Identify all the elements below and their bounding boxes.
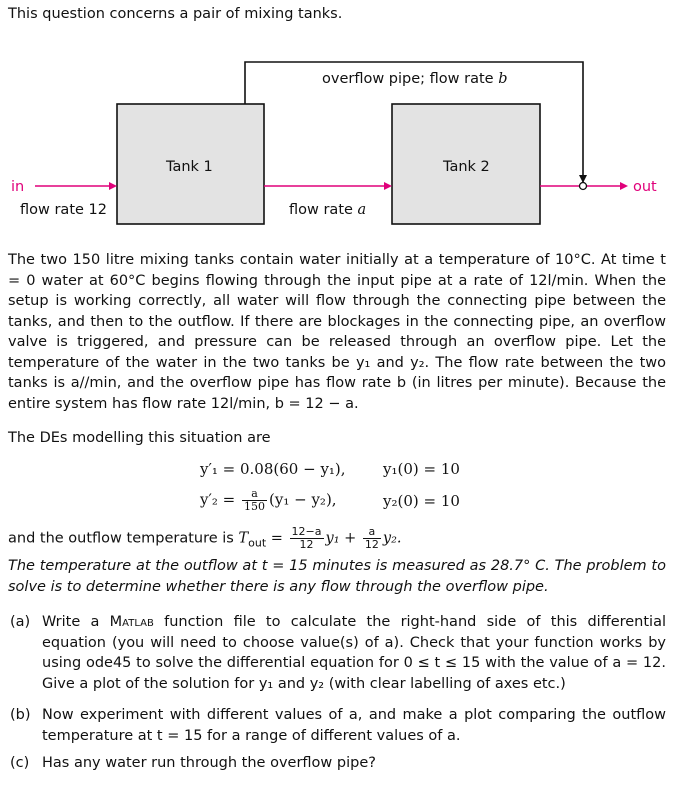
question-b: (b) Now experiment with different values of a, and make a plot comparing the outflow temperature at t = 15 for a range of different values of a. — [10, 707, 666, 744]
tank-1-label: Tank 1 — [166, 159, 213, 175]
out-label: out — [633, 179, 657, 195]
junction-node — [580, 183, 587, 190]
intro-text: This question concerns a pair of mixing tanks. — [8, 6, 343, 22]
initial-condition-1: y₁(0) = 10 — [383, 460, 460, 478]
question-c: (c) Has any water run through the overflow pipe? — [10, 755, 376, 771]
inflow-rate-label: flow rate 12 — [20, 202, 107, 218]
tank-2-label: Tank 2 — [443, 159, 490, 175]
initial-condition-2: y₂(0) = 10 — [383, 492, 460, 510]
outflow-temperature-line: and the outflow temperature is $T_{out}$ = $\frac{12-a}{12}$ y₁ + $\frac{a}{12}$ y₂. — [8, 525, 402, 551]
equation-1: y′₁ = 0.08(60 − y₁), — [200, 460, 346, 478]
problem-statement: The temperature at the outflow at t = 15 minutes is measured as 28.7° C. The problem to solve is to determine whether there is any flow through the overflow pipe. — [8, 558, 666, 595]
des-intro: The DEs modelling this situation are — [8, 430, 271, 446]
in-label: in — [11, 179, 25, 195]
overflow-arrow — [579, 175, 587, 183]
question-a: (a) Write a Matlab function file to calculate the right-hand side of this differential equation (you will need to choose value(s) of a). Check that your function works by using ode45 to solve the differential equation for 0 ≤ t ≤ 15 with the value of a = 12. Give a plot of the solution for y₁ and y₂ (with clear labelling of axes etc.) — [10, 614, 666, 692]
problem-description: The two 150 litre mixing tanks contain water initially at a temperature of 10°C. At time t = 0 water at 60°C begins flowing through the input pipe at a rate of 12l/min. When the setup is working correctly, all water will flow through the connecting pipe between the tanks, and then to the outflow. If there are blockages in the connecting pipe, an overflow valve is triggered, and pressure can be released through an overflow pipe. Let the temperature of the water in the two tanks be y₁ and y₂. The flow rate between the two tanks is a//min, and the overflow pipe has flow rate b (in litres per minute). Because the entire system has flow rate 12l/min, b = 12 − a. — [8, 252, 666, 412]
overflow-pipe-label: overflow pipe; flow rate b — [322, 71, 508, 87]
equation-2: y′₂ = $\frac{a}{150}$ (y₁ − y₂), — [200, 487, 337, 513]
connecting-rate-label: flow rate a — [289, 202, 367, 218]
